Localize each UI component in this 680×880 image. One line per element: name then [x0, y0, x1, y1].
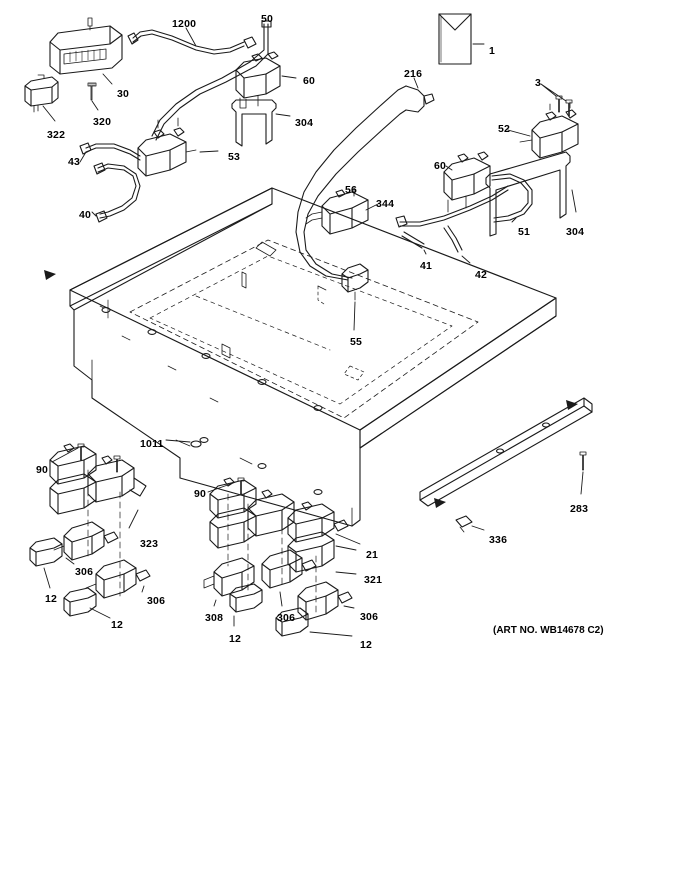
part-304-bracket-left	[232, 100, 276, 146]
callout-322: 322	[47, 129, 66, 141]
part-12-knob-a	[30, 538, 62, 566]
callout-12-c: 12	[229, 633, 242, 645]
callout-60-top: 60	[303, 75, 316, 87]
callout-304-left: 304	[295, 117, 314, 129]
callout-306-b: 306	[147, 595, 166, 607]
part-60-valve-right	[444, 152, 490, 212]
callout-12-b: 12	[111, 619, 124, 631]
callout-3: 3	[535, 77, 542, 89]
callout-50: 50	[261, 13, 274, 25]
callout-336: 336	[489, 534, 508, 546]
callout-21: 21	[366, 549, 379, 561]
part-53-igniter-left	[138, 118, 196, 176]
part-306-valve-d	[298, 582, 352, 620]
callout-55: 55	[350, 336, 363, 348]
callout-320: 320	[93, 116, 112, 128]
callout-30: 30	[117, 88, 130, 100]
part-12-knob-c	[230, 584, 262, 612]
part-344-switch	[306, 190, 368, 234]
callout-323: 323	[140, 538, 159, 550]
part-12-knob-b	[64, 588, 96, 616]
part-55-orifice	[342, 264, 368, 300]
part-216-gas-line	[296, 86, 434, 280]
callout-12-a: 12	[45, 593, 58, 605]
main-cooktop-chassis	[70, 188, 556, 526]
callout-306-a: 306	[75, 566, 94, 578]
manifold-center-assembly	[210, 478, 294, 548]
callout-60-right: 60	[434, 160, 447, 172]
callout-90-left: 90	[36, 464, 49, 476]
part-283-screw	[580, 452, 586, 470]
art-number-note: (ART NO. WB14678 C2)	[493, 625, 604, 636]
part-308-valve	[204, 558, 254, 596]
part-320-screw	[88, 83, 96, 100]
part-322-transformer	[25, 75, 58, 112]
callout-321: 321	[364, 574, 383, 586]
part-43-wire-left	[80, 143, 140, 160]
callout-51: 51	[518, 226, 531, 238]
callout-1011: 1011	[140, 438, 164, 450]
manifold-right-assembly	[288, 502, 348, 572]
part-51-tube-right	[396, 174, 532, 227]
part-1-instruction-sheet	[439, 14, 471, 64]
callout-344: 344	[376, 198, 395, 210]
part-42-wire-42	[444, 226, 462, 252]
part-52-valve-right	[520, 102, 578, 158]
callout-306-c: 306	[277, 612, 296, 624]
part-40-wire-lower-left	[94, 163, 140, 222]
callout-283: 283	[570, 503, 589, 515]
callout-306-d: 306	[360, 611, 379, 623]
callout-41: 41	[420, 260, 433, 272]
part-306-valve-a	[54, 522, 118, 560]
callout-308: 308	[205, 612, 224, 624]
part-283-side-rail	[420, 398, 592, 506]
callout-43: 43	[68, 156, 81, 168]
callout-304-right: 304	[566, 226, 585, 238]
callout-56: 56	[345, 184, 358, 196]
callout-1200: 1200	[172, 18, 197, 30]
callout-1: 1	[489, 45, 496, 57]
callout-216: 216	[404, 68, 423, 80]
part-1200-wire-harness	[128, 30, 256, 54]
callout-12-d: 12	[360, 639, 373, 651]
callout-42: 42	[475, 269, 488, 281]
callout-52: 52	[498, 123, 511, 135]
manifold-left-assembly	[50, 444, 146, 514]
part-306-valve-b	[86, 560, 150, 598]
callout-53: 53	[228, 151, 241, 163]
callout-90-center: 90	[194, 488, 207, 500]
part-30-spark-module	[50, 18, 122, 74]
callout-40: 40	[79, 209, 92, 221]
part-336-clip	[456, 516, 472, 532]
